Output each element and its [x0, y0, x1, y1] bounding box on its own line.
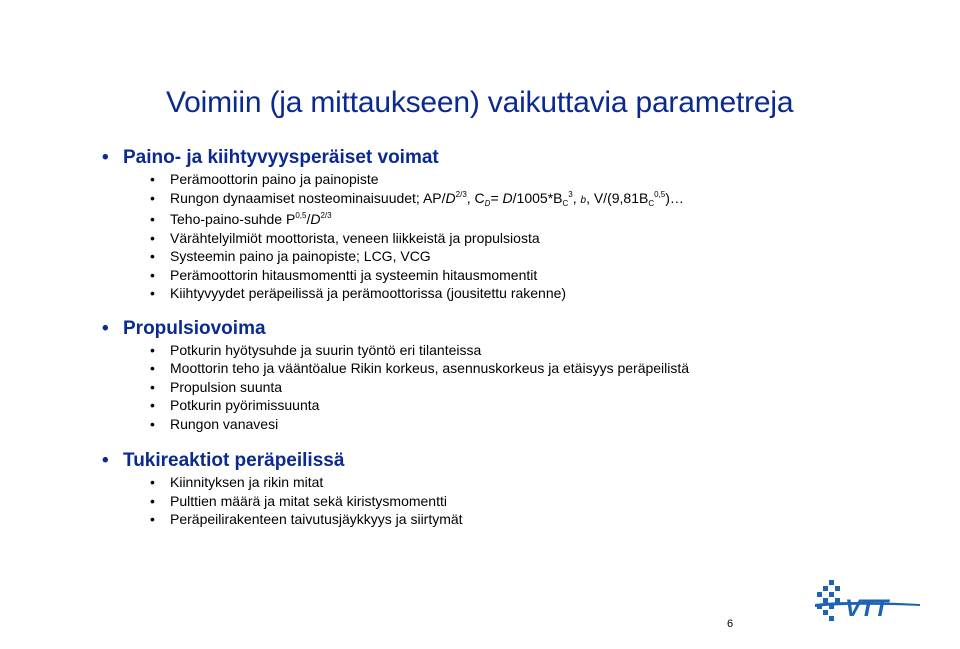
list-item: • Systeemin paino ja painopiste; LCG, VCG	[150, 248, 431, 264]
list-item-formula	[100, 210, 920, 229]
list-item: • Peräpeilirakenteen taivutusjäykkyys ja siirtymät	[150, 511, 463, 527]
section-heading-paino	[100, 146, 920, 170]
section-list-tukireaktiot	[100, 473, 920, 529]
slide-content	[100, 146, 920, 529]
formula-text: Teho-paino-suhde $P^{0,5}/D^{2/3}$	[170, 211, 332, 227]
list-item: • Potkurin hyötysuhde ja suurin työntö eri tilanteissa	[150, 341, 482, 358]
bullet-icon: •	[150, 341, 155, 358]
bullet-icon: •	[150, 360, 155, 376]
list-item: • Perämoottorin paino ja painopiste	[150, 171, 379, 187]
list-item: • Potkurin pyörimissuunta	[150, 397, 320, 413]
list-item: • Moottorin teho ja vääntöalue Rikin korkeus, asennuskorkeus ja etäisyys peräpeilistä	[150, 360, 690, 376]
list-item: • Perämoottorin hitausmomentti ja systeemin hitausmomentit	[150, 266, 538, 283]
formula-text: Rungon dynaamiset nosteominaisuudet; $AP/D^{2/3}$, $C_D= D/1005*B_C^3$, b, $V/(9,81B_C^{0,5})\dots$	[170, 189, 684, 208]
list-item: • Kiinnityksen ja rikin mitat	[150, 474, 324, 490]
bullet-icon: •	[102, 317, 109, 339]
section-heading-propulsio	[100, 317, 920, 341]
bullet-icon: •	[150, 211, 155, 227]
bullet-icon: •	[150, 511, 155, 527]
list-item-formula	[100, 189, 920, 211]
vtt-logo	[815, 578, 925, 626]
bullet-icon: •	[150, 266, 155, 283]
bullet-icon: •	[150, 378, 155, 395]
list-item: • Rungon vanavesi	[150, 415, 279, 432]
bullet-icon: •	[150, 229, 155, 246]
bullet-icon: •	[150, 285, 155, 301]
bullet-icon: •	[150, 189, 155, 206]
list-item: • Värähtelyilmiöt moottorista, veneen liikkeistä ja propulsiosta	[150, 229, 540, 246]
section-heading-tukireaktiot	[100, 449, 920, 473]
list-item: • Kiihtyvyydet peräpeilissä ja perämoottorissa (jousitettu rakenne)	[150, 285, 567, 301]
section-heading-text: Paino- ja kiihtyvyysperäiset voimat	[123, 147, 439, 168]
bullet-icon: •	[150, 474, 155, 490]
section-heading-text: Tukireaktiot peräpeilissä	[123, 450, 345, 471]
bullet-icon: •	[150, 248, 155, 264]
list-item: • Propulsion suunta	[150, 378, 283, 395]
section-list-propulsio	[100, 341, 920, 434]
page-number: 6	[727, 618, 734, 630]
bullet-icon: •	[150, 171, 155, 187]
bullet-icon: •	[150, 492, 155, 509]
logo-text: VTT	[845, 595, 888, 622]
bullet-icon: •	[150, 397, 155, 413]
bullet-icon: •	[102, 450, 109, 471]
bullet-icon: •	[102, 147, 109, 168]
section-heading-text: Propulsiovoima	[123, 317, 266, 339]
slide-title: Voimiin (ja mittaukseen) vaikuttavia parametreja	[166, 86, 794, 119]
list-item: • Pulttien määrä ja mitat sekä kiristysmomentti	[150, 492, 447, 509]
bullet-icon: •	[150, 415, 155, 432]
section-list-paino	[100, 170, 920, 303]
